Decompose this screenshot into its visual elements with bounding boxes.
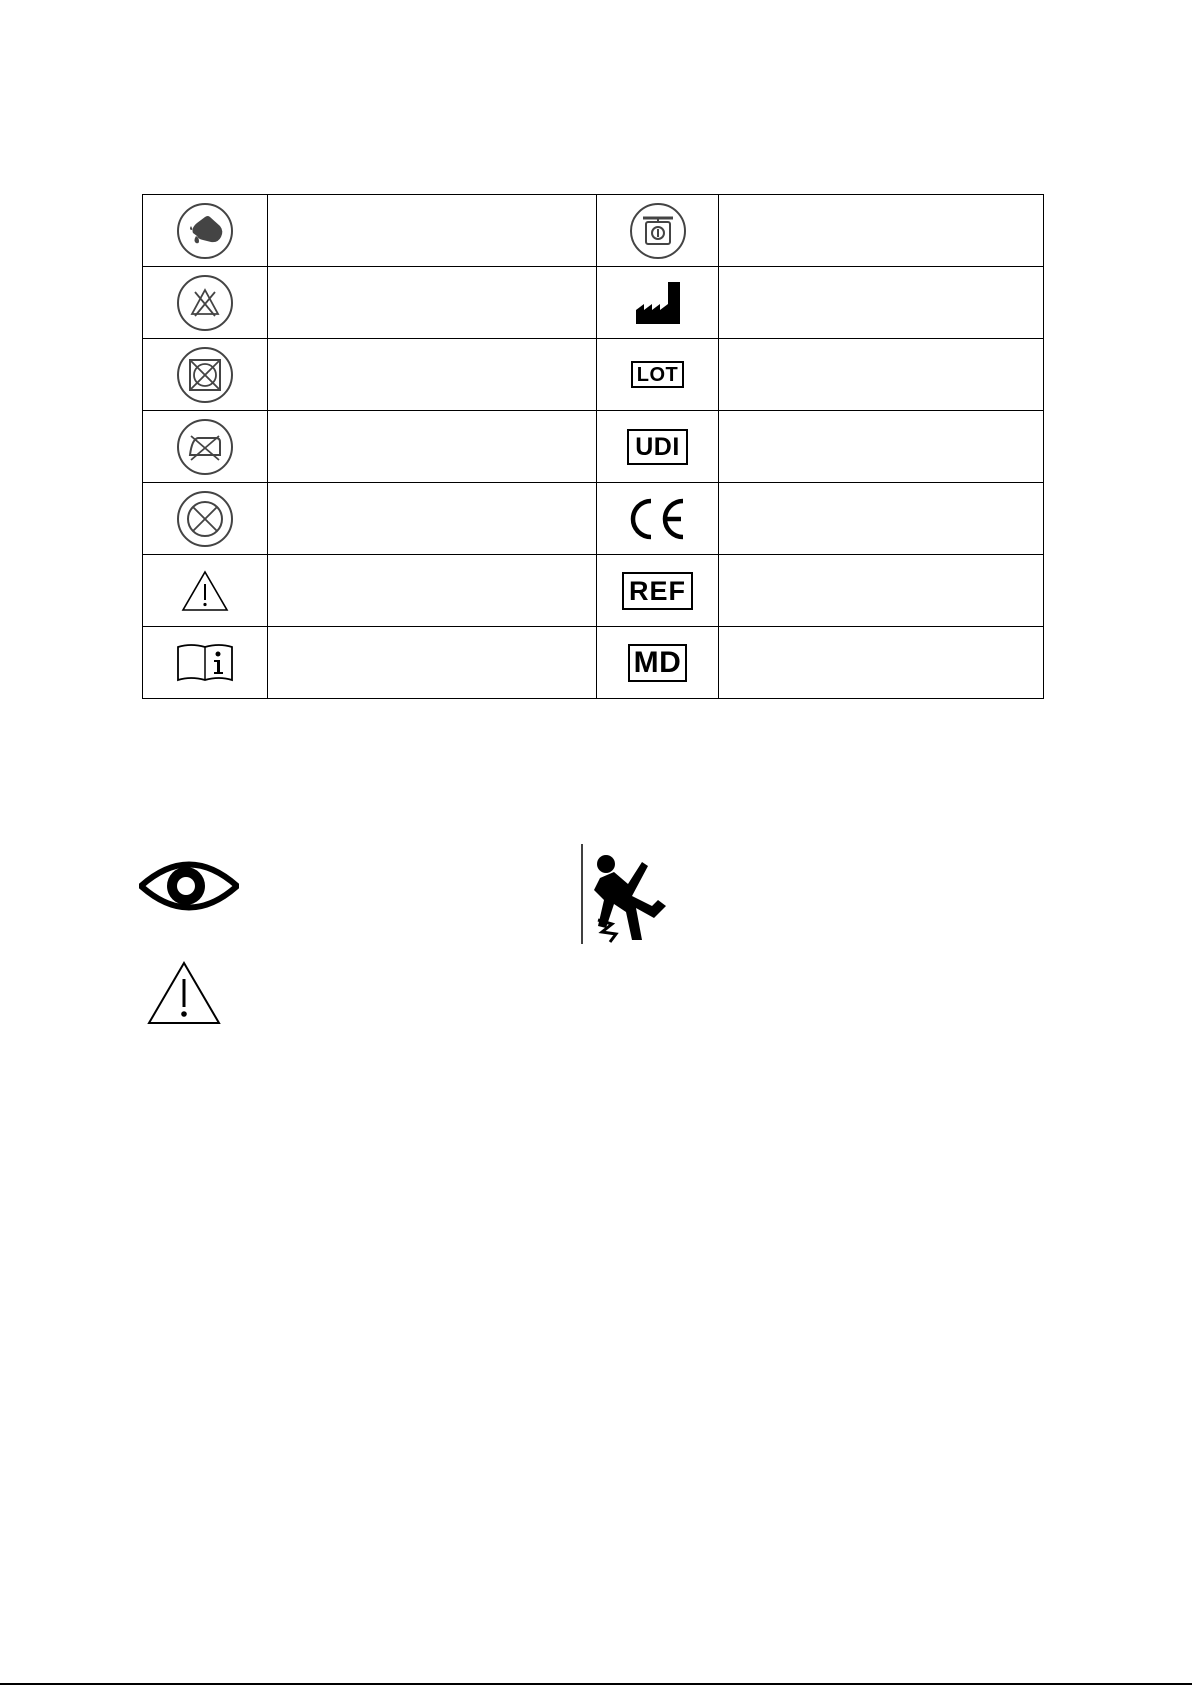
symbol-cell — [143, 411, 268, 483]
do-not-dry-clean-icon — [176, 490, 234, 548]
do-not-tumble-dry-icon — [176, 346, 234, 404]
md-icon: MD — [628, 644, 688, 682]
caution-icon — [181, 570, 229, 612]
symbol-description — [268, 195, 597, 267]
symbol-cell — [143, 195, 268, 267]
symbol-description — [719, 411, 1044, 483]
table-row — [143, 483, 1044, 555]
symbol-cell — [597, 627, 719, 699]
table-row — [143, 195, 1044, 267]
symbol-cell — [597, 195, 719, 267]
ce-mark-icon — [629, 497, 687, 541]
symbol-cell — [597, 411, 719, 483]
symbol-description — [719, 555, 1044, 627]
symbol-cell — [143, 483, 268, 555]
symbol-cell — [597, 483, 719, 555]
fall-hazard-icon — [580, 842, 676, 951]
symbol-cell — [597, 267, 719, 339]
symbol-description — [268, 555, 597, 627]
do-not-iron-icon — [176, 418, 234, 476]
weight-scale-icon — [629, 202, 687, 260]
symbol-description — [719, 267, 1044, 339]
table-row — [143, 339, 1044, 411]
symbol-cell — [597, 339, 719, 411]
symbol-description — [268, 627, 597, 699]
symbol-description — [719, 627, 1044, 699]
hand-wash-icon — [176, 202, 234, 260]
symbol-cell — [143, 555, 268, 627]
manufacturer-icon — [634, 280, 682, 326]
instructions-for-use-icon — [176, 643, 234, 683]
symbol-cell — [143, 339, 268, 411]
do-not-bleach-icon — [176, 274, 234, 332]
table-row — [143, 267, 1044, 339]
eye-icon — [139, 857, 239, 920]
caution-triangle-icon — [147, 961, 221, 1030]
ref-icon: REF — [622, 572, 693, 610]
symbol-description — [268, 267, 597, 339]
symbol-description — [268, 411, 597, 483]
symbol-description — [268, 483, 597, 555]
table-row — [143, 555, 1044, 627]
symbol-cell — [143, 267, 268, 339]
symbol-description — [719, 195, 1044, 267]
symbol-cell — [143, 627, 268, 699]
table-row — [143, 411, 1044, 483]
lot-icon: LOT — [631, 361, 685, 388]
symbols-table — [142, 194, 1044, 699]
symbol-description — [268, 339, 597, 411]
symbol-description — [719, 483, 1044, 555]
symbol-cell — [597, 555, 719, 627]
table-row — [143, 627, 1044, 699]
udi-icon: UDI — [627, 429, 688, 465]
symbol-description — [719, 339, 1044, 411]
